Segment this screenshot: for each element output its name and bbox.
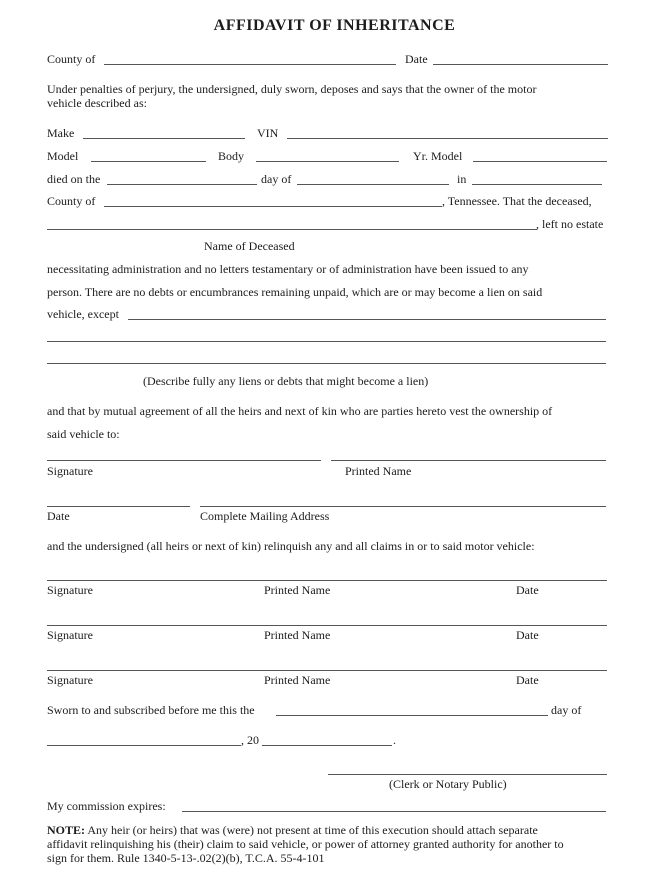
vin-label: VIN [257, 126, 279, 140]
died-on-label: died on the [47, 172, 101, 186]
heir-row-line[interactable] [47, 580, 607, 581]
note-line-1 [47, 823, 538, 837]
date-field[interactable] [433, 64, 608, 65]
name-of-deceased-caption: Name of Deceased [204, 239, 295, 253]
sworn-day-of-label: day of [551, 703, 582, 717]
sworn-text: Sworn to and subscribed before me this the [47, 703, 255, 717]
died-year-field[interactable] [472, 184, 602, 185]
county-2-field[interactable] [104, 206, 442, 207]
make-field[interactable] [83, 138, 245, 139]
liens-field-3[interactable] [47, 363, 606, 364]
agreement-line-1: and that by mutual agreement of all the heirs and next of kin who are parties hereto vest the ownership of [47, 404, 553, 418]
died-month-field[interactable] [297, 184, 449, 185]
heir-date-label: Date [516, 583, 539, 597]
new-owner-address-field[interactable] [200, 506, 606, 507]
new-owner-date-label: Date [47, 509, 70, 523]
notary-signature-field[interactable] [328, 774, 607, 775]
make-label: Make [47, 126, 75, 140]
date-label: Date [405, 52, 428, 66]
intro-line-2: vehicle described as: [47, 96, 147, 110]
body-field[interactable] [256, 161, 399, 162]
note-label: NOTE: [47, 823, 86, 837]
new-owner-signature-field[interactable] [47, 460, 321, 461]
note-line-2: affidavit relinquishing his (their) claim to said vehicle, or power of attorney granted authority for another to [47, 837, 564, 851]
para1-line-2: person. There are no debts or encumbrances remaining unpaid, which are or may become a lien on said [47, 285, 543, 299]
yr-model-field[interactable] [473, 161, 607, 162]
model-label: Model [47, 149, 79, 163]
county-field[interactable] [104, 64, 396, 65]
heir-date-label: Date [516, 628, 539, 642]
heir-printed-name-label: Printed Name [264, 628, 331, 642]
commission-label: My commission expires: [47, 799, 166, 813]
relinquish-text: and the undersigned (all heirs or next of kin) relinquish any and all claims in or to said motor vehicle: [47, 539, 535, 553]
new-owner-signature-label: Signature [47, 464, 93, 478]
period-text: . [393, 733, 396, 747]
heir-signature-label: Signature [47, 673, 93, 687]
liens-field-2[interactable] [47, 341, 606, 342]
model-field[interactable] [91, 161, 206, 162]
new-owner-date-field[interactable] [47, 506, 190, 507]
para1-line-3: vehicle, except [47, 307, 119, 321]
left-no-estate-text: , left no estate [536, 217, 604, 231]
note-line-3: sign for them. Rule 1340-5-13-.02(2)(b), T.C.A. 55-4-101 [47, 851, 325, 865]
describe-liens-caption: (Describe fully any liens or debts that might become a lien) [143, 374, 429, 388]
county-label: County of [47, 52, 96, 66]
para1-line-1: necessitating administration and no letters testamentary or of administration have been issued to any [47, 262, 529, 276]
note-text-1: Any heir (or heirs) that was (were) not present at time of this execution should attach separate [85, 823, 538, 837]
sworn-month-field[interactable] [47, 745, 241, 746]
page-title: AFFIDAVIT OF INHERITANCE [213, 17, 456, 34]
sworn-day-field[interactable] [276, 715, 548, 716]
in-label: in [457, 172, 467, 186]
heir-row-line[interactable] [47, 670, 607, 671]
heir-date-label: Date [516, 673, 539, 687]
day-of-label: day of [261, 172, 292, 186]
intro-line-1: Under penalties of perjury, the undersigned, duly sworn, deposes and says that the owner of the motor [47, 82, 537, 96]
deceased-name-field[interactable] [47, 229, 537, 230]
died-day-field[interactable] [107, 184, 257, 185]
liens-field-1[interactable] [128, 319, 606, 320]
heir-printed-name-label: Printed Name [264, 583, 331, 597]
new-owner-printed-name-label: Printed Name [345, 464, 412, 478]
heir-printed-name-label: Printed Name [264, 673, 331, 687]
heir-row-line[interactable] [47, 625, 607, 626]
complete-mailing-address-label: Complete Mailing Address [200, 509, 330, 523]
sworn-year-field[interactable] [262, 745, 392, 746]
vin-field[interactable] [287, 138, 608, 139]
agreement-line-2: said vehicle to: [47, 427, 120, 441]
heir-signature-label: Signature [47, 628, 93, 642]
new-owner-name-field[interactable] [331, 460, 606, 461]
yr-model-label: Yr. Model [413, 149, 463, 163]
clerk-caption: (Clerk or Notary Public) [389, 777, 507, 791]
body-label: Body [218, 149, 245, 163]
commission-field[interactable] [182, 811, 606, 812]
heir-signature-label: Signature [47, 583, 93, 597]
twenty-text: , 20 [241, 733, 259, 747]
county-2-label: County of [47, 194, 96, 208]
tennessee-text: , Tennessee. That the deceased, [442, 194, 592, 208]
